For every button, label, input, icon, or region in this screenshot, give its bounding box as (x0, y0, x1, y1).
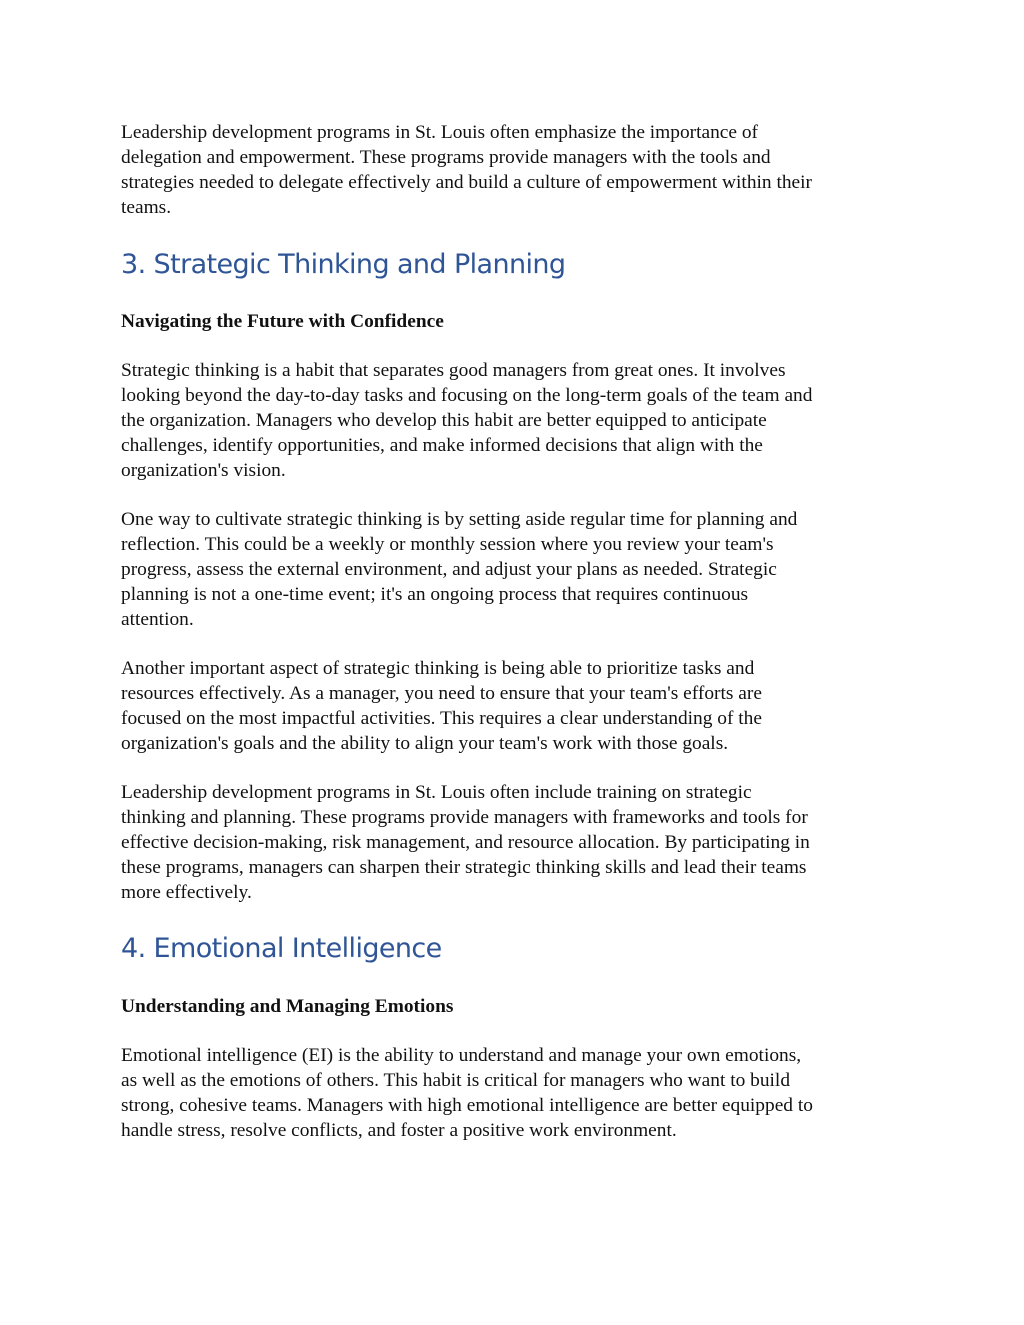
section-heading-emotional-intelligence: 4. Emotional Intelligence (121, 933, 442, 964)
intro-paragraph: Leadership development programs in St. Louis often emphasize the importance of delegation and empowerment. These programs provide managers with the tools and strategies needed to delegate effectively and build a culture of empowerment within their teams. (121, 122, 812, 218)
subheading-strategic-thinking: Navigating the Future with Confidence (121, 311, 444, 332)
body-paragraph: Another important aspect of strategic thinking is being able to prioritize tasks and resources effectively. As a manager, you need to ensure that your team's efforts are focused on the most impactful activities. This requires a clear understanding of the organization's goals and the ability to align your team's work with those goals. (121, 658, 762, 754)
body-paragraph: Strategic thinking is a habit that separates good managers from great ones. It involves looking beyond the day-to-day tasks and focusing on the long-term goals of the team and the organization. Managers who develop this habit are better equipped to anticipate challenges, identify opportunities, and make informed decisions that align with the organization's vision. (121, 360, 813, 481)
body-paragraph: Leadership development programs in St. Louis often include training on strategic thinking and planning. These programs provide managers with frameworks and tools for effective decision-making, risk management, and resource allocation. By participating in these programs, managers can sharpen their strategic thinking skills and lead their teams more effectively. (121, 782, 810, 903)
body-paragraph: Emotional intelligence (EI) is the ability to understand and manage your own emotions, as well as the emotions of others. This habit is critical for managers who want to build strong, cohesive teams. Managers with high emotional intelligence are better equipped to handle stress, resolve conflicts, and foster a positive work environment. (121, 1045, 813, 1141)
body-paragraph: One way to cultivate strategic thinking is by setting aside regular time for planning and reflection. This could be a weekly or monthly session where you review your team's progress, assess the external environment, and adjust your plans as needed. Strategic planning is not a one-time event; it's an ongoing process that requires continuous attention. (121, 509, 798, 630)
subheading-emotional-intelligence: Understanding and Managing Emotions (121, 996, 454, 1017)
section-heading-strategic-thinking: 3. Strategic Thinking and Planning (121, 249, 566, 280)
document-page (121, 120, 911, 1143)
